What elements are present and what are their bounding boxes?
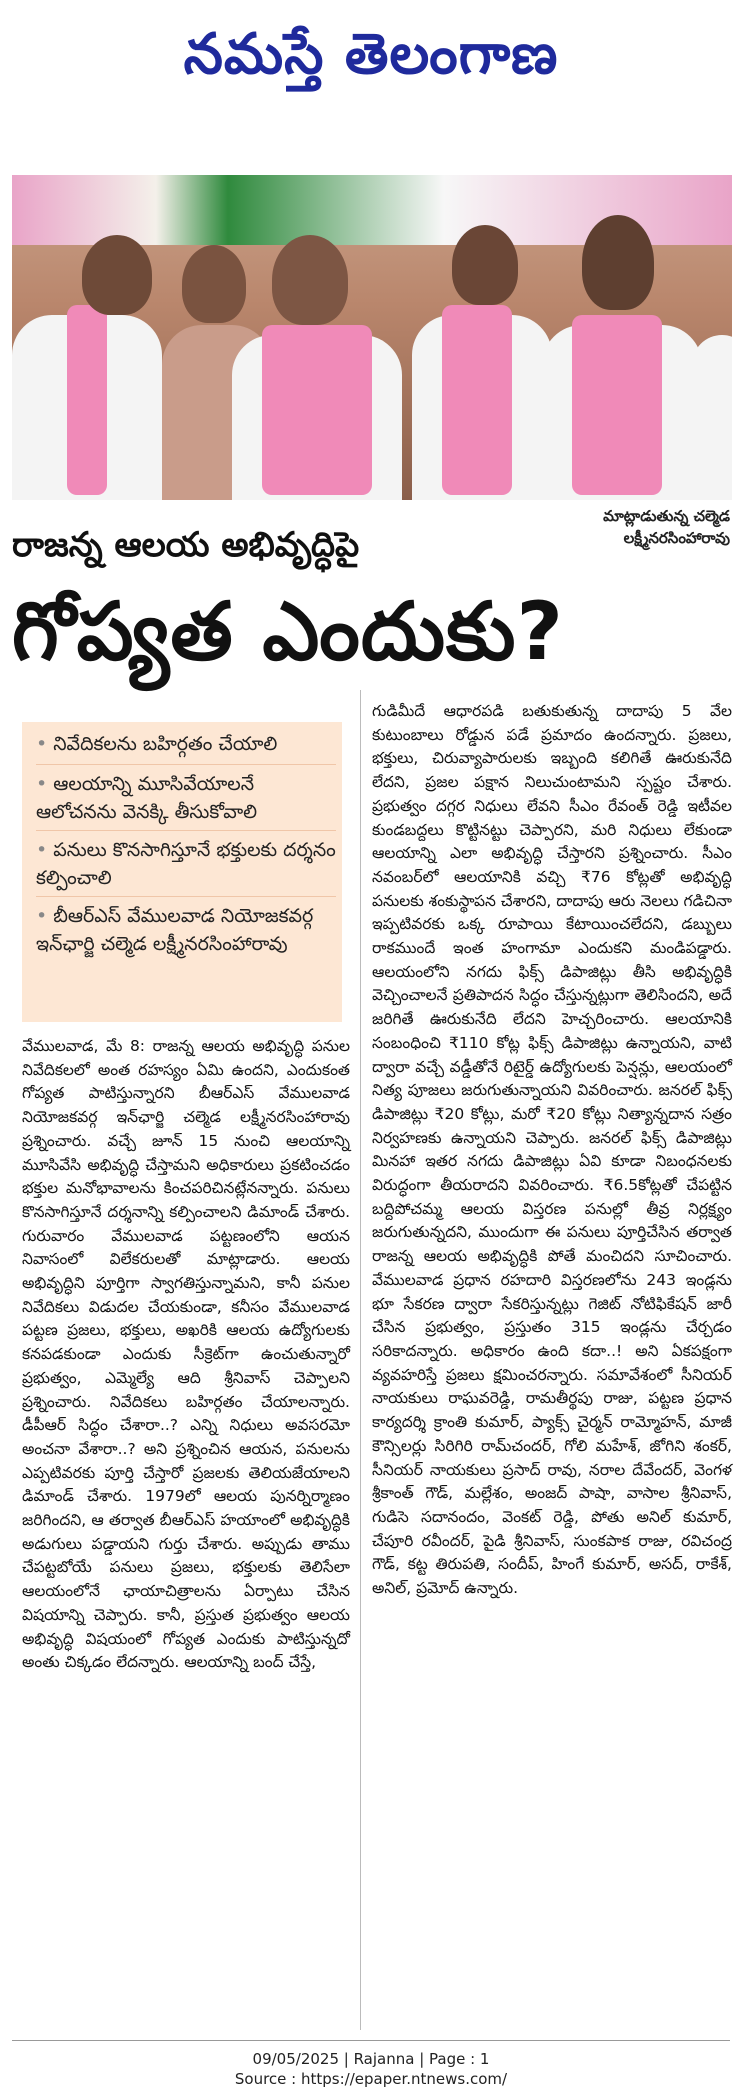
divider <box>36 896 336 897</box>
person-head <box>452 225 518 305</box>
person-shirt <box>692 335 732 500</box>
article-headline: గోప్యత ఎందుకు? <box>12 585 564 678</box>
person-shawl <box>262 325 372 495</box>
footer-date-page: 09/05/2025 | Rajanna | Page : 1 <box>252 2050 490 2068</box>
divider <box>36 830 336 831</box>
person-shawl <box>572 315 662 495</box>
highlight-item: • నివేదికలను బహిర్గతం చేయాలి <box>36 733 278 755</box>
person-shawl <box>442 305 512 495</box>
news-photo <box>12 175 732 500</box>
article-column-left: వేములవాడ, మే 8: రాజన్న ఆలయ అభివృద్ధి పనుల నివేదికలలో అంత రహస్యం ఏమి ఉందని, ఎందుకంత గోప్యత పాటిస్తున్నారని బీఆర్‌ఎస్ వేములవాడ నియోజకవర్గ ఇన్‌ఛార్జి చల్మెడ లక్ష్మీనరసింహారావు ప్రశ్నించారు. వచ్చే జూన్ 15 నుంచి ఆలయాన్ని మూసివేసి అభివృద్ధి చేస్తామని అధికారులు ప్రకటించడం భక్తుల మనోభావాలను కించపరిచినట్లేనన్నారు. పనులు కొనసాగిస్తూనే దర్శనాన్ని కల్పించాలని డిమాండ్ చేశారు. గురువారం వేములవాడ పట్టణంలోని ఆయన నివాసంలో విలేకరులతో మాట్లాడారు. ఆలయ అభివృద్ధిని పూర్తిగా స్వాగతిస్తున్నామని, కానీ పనుల నివేదికలు విడుదల చేయకుండా, కనీసం వేములవాడ పట్టణ ప్రజలు, భక్తులు, అఖరికి ఆలయ ఉద్యోగులకు కనపడకుండా ఎందుకు సీక్రెట్‌గా ఉంచుతున్నారో ప్రభుత్వం, ఎమ్మెల్యే ఆది శ్రీనివాస్ చెప్పాలని ప్రశ్నించారు. నివేదికలు బహిర్గతం చేయాలన్నారు. డీపీఆర్ సిద్ధం చేశారా..? ఎన్ని నిధులు అవసరమో అంచనా వేశారా..? అని ప్రశ్నించిన ఆయన, పనులను ఎప్పటివరకు పూర్తి చేస్తారో ప్రజలకు తెలియజేయాలని డిమాండ్ చేశారు. 1979లో ఆలయ పునర్నిర్మాణం జరిగిందని, ఆ తర్వాత బీఆర్‌ఎస్ హయాంలో అభివృద్ధికి అడుగులు పడ్డాయని గుర్తు చేశారు. అప్పుడు తాము చేపట్టబోయే పనులు ప్రజలు, భక్తులకు తెలిసేలా ఆలయంలోనే ఛాయాచిత్రాలను ఏర్పాటు చేసిన విషయాన్ని చెప్పారు. కానీ, ప్రస్తుత ప్రభుత్వం ఆలయ అభివృద్ధి విషయంలో గోప్యత ఎందుకు పాటిస్తున్నదో అంతు చిక్కడం లేదన్నారు. ఆలయాన్ని బంద్ చేస్తే, <box>22 1037 350 1672</box>
article-column-right: గుడిమీదే ఆధారపడి బతుకుతున్న దాదాపు 5 వేల కుటుంబాలు రోడ్డున పడే ప్రమాదం ఉందన్నారు. ప్రజలు, భక్తులు, చిరువ్యాపారులకు ఇబ్బంది కలిగితే ఊరుకునేది లేదని, ప్రజల పక్షాన నిలుచుంటామని స్పష్టం చేశారు. ప్రభుత్వం దగ్గర నిధులు లేవని సీఎం రేవంత్ రెడ్డి ఇటీవల కుండబద్దలు కొట్టినట్టు చెప్పారని, మరి నిధులు లేకుండా ఆలయాన్ని ఎలా అభివృద్ధి చేస్తారని ప్రశ్నించారు. సీఎం నవంబర్‌లో ఆలయానికి వచ్చి ₹76 కోట్లతో అభివృద్ధి పనులకు శంకుస్థాపన చేశారని, దాదాపు ఆరు నెలలు గడిచినా ఇప్పటివరకు ఒక్క రూపాయి కేటాయించలేదని, డబ్బులు రాకముందే ఇంత హంగామా ఎందుకని మండిపడ్డారు. ఆలయంలోని నగదు ఫిక్స్ డిపాజిట్లు తీసి అభివృద్ధికి వెచ్చించాలనే ప్రతిపాదన సిద్ధం చేస్తున్నట్లుగా తెలిసిందని, అదే జరిగితే ఊరుకునేది లేదని హెచ్చరించారు. ఆలయానికి సంబంధించి ₹110 కోట్ల ఫిక్స్ డిపాజిట్లు ఉన్నాయని, వాటి ద్వారా వచ్చే వడ్డీతోనే రిటైర్డ్ ఉద్యోగులకు పెన్షన్లు, ఆలయంలో నిత్య పూజలు జరుగుతున్నాయని వివరించారు. జనరల్ ఫిక్స్ డిపాజిట్లు ₹20 కోట్లు, మరో ₹20 కోట్లు నిత్యాన్నదాన సత్రం నిర్వహణకు ఉన్నాయని చెప్పారు. జనరల్ ఫిక్స్ డిపాజిట్లు మినహా ఇతర నగదు డిపాజిట్లు ఏవి కూడా నిబంధనలకు విరుద్ధంగా తీయరాదని వివరించారు. ₹6.5కోట్లతో చేపట్టిన బద్దిపోచమ్మ ఆలయ విస్తరణ పనుల్లో తీవ్ర నిర్లక్ష్యం జరుగుతున్నదని, ముందుగా ఈ పనులు పూర్తిచేసిన తర్వాత రాజన్న ఆలయ అభివృద్ధికి పోతే మంచిదని సూచించారు. వేములవాడ ప్రధాన రహదారి విస్తరణలోను 243 ఇండ్లను భూ సేకరణ ద్వారా సేకరిస్తున్నట్లు గెజిట్ నోటిఫికేషన్ జారీ చేసిన ప్రభుత్వం, ప్రస్తుతం 315 ఇండ్లను చేర్చడం సరికాదన్నారు. అధికారం ఉంది కదా..! అని ఏకపక్షంగా వ్యవహరిస్తే ప్రజలు క్షమించరన్నారు. సమావేశంలో సీనియర్ నాయకులు రాఘవరెడ్డి, రామతీర్థపు రాజు, పట్టణ ప్రధాన కార్యదర్శి క్రాంతి కుమార్, ప్యాక్స్ చైర్మన్ రామ్మోహన్, మాజీ కౌన్సిలర్లు సిరిగిరి రామ్‌చందర్, గోలి మహేశ్, జోగిని శంకర్, సీనియర్ నాయకులు ప్రసాద్ రావు, నరాల దేవేందర్, వెంగళ శ్రీకాంత్ గౌడ్, మల్లేశం, అంజద్ పాషా, వాసాల శ్రీనివాస్, గుడిసె సదానందం, వెంకట్ రెడ్డి, పోతు అనిల్ కుమార్, చేపూరి రవీందర్, పైడి శ్రీనివాస్, సుంకపాక రాజు, రవిచంద్ర గౌడ్, కట్ట తిరుపతి, సందీప్, హింగే కుమార్, అసద్, రాకేశ్, అనిల్, ప్రమోద్ ఉన్నారు. <box>372 702 732 1598</box>
footer-source: Source : https://epaper.ntnews.com/ <box>234 2070 508 2088</box>
photo-caption-line: లక్ష్మీనరసింహారావు <box>623 529 730 547</box>
person-head <box>582 215 654 310</box>
person-head <box>82 235 152 315</box>
highlight-item: • బీఆర్‌ఎస్ వేములవాడ నియోజకవర్గ ఇన్‌ఛార్జి చల్మెడ లక్ష్మీనరసింహారావు <box>36 905 314 955</box>
highlight-item: • పనులు కొనసాగిస్తూనే భక్తులకు దర్శనం కల్పించాలి <box>36 839 336 889</box>
column-divider <box>360 690 361 2030</box>
person-shawl <box>67 305 107 495</box>
footer-divider <box>12 2040 730 2041</box>
highlight-item: • ఆలయాన్ని మూసివేయాలనే ఆలోచనను వెనక్కి తీసుకోవాలి <box>36 773 258 823</box>
masthead <box>0 0 742 175</box>
person-head <box>272 235 348 325</box>
photo-caption-line: మాట్లాడుతున్న చల్మెడ <box>603 507 730 525</box>
photo-caption <box>520 505 730 549</box>
highlights-box <box>22 722 342 1022</box>
newspaper-logo: నమస్తే తెలంగాణ <box>183 22 559 87</box>
page-margin <box>0 690 12 2070</box>
divider <box>36 764 336 765</box>
person-head <box>182 245 246 323</box>
article-kicker: రాజన్న ఆలయ అభివృద్ధిపై <box>12 525 360 565</box>
